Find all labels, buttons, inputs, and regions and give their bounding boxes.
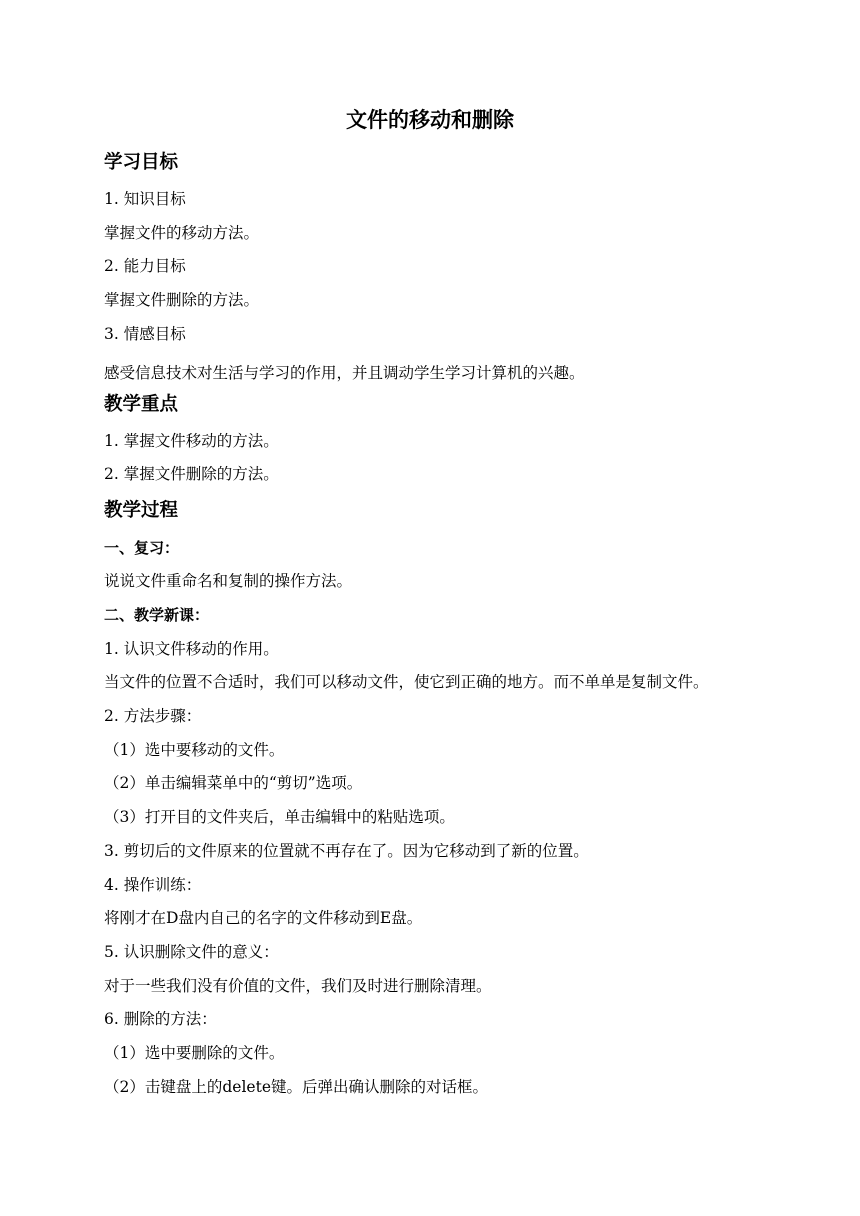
list-item-emotion-goal: 3. 情感目标 [104, 325, 186, 343]
section-heading-teaching-focus: 教学重点 [104, 394, 179, 415]
step-item: （2）击键盘上的delete键。后弹出确认删除的对话框。 [104, 1078, 488, 1096]
step-item: （3）打开目的文件夹后，单击编辑中的粘贴选项。 [104, 808, 455, 826]
paragraph: 掌握文件删除的方法。 [104, 291, 260, 309]
paragraph: 当文件的位置不合适时，我们可以移动文件，使它到正确的地方。而不单单是复制文件。 [104, 673, 709, 691]
subheading-review: 一、复习： [104, 539, 180, 557]
list-item: 6. 删除的方法： [104, 1010, 217, 1028]
list-item: 5. 认识删除文件的意义： [104, 943, 279, 961]
step-item: （1）选中要移动的文件。 [104, 741, 285, 759]
document-title: 文件的移动和删除 [346, 108, 514, 132]
paragraph: 说说文件重命名和复制的操作方法。 [104, 572, 353, 590]
step-item: （1）选中要删除的文件。 [104, 1044, 285, 1062]
list-item-knowledge-goal: 1. 知识目标 [104, 190, 186, 208]
paragraph: 对于一些我们没有价值的文件，我们及时进行删除清理。 [104, 977, 492, 995]
list-item: 2. 方法步骤： [104, 707, 202, 725]
list-item: 4. 操作训练： [104, 876, 202, 894]
list-item: 1. 认识文件移动的作用。 [104, 640, 279, 658]
subheading-new-lesson: 二、教学新课： [104, 606, 210, 624]
paragraph: 感受信息技术对生活与学习的作用，并且调动学生学习计算机的兴趣。 [104, 364, 585, 382]
step-item: （2）单击编辑菜单中的“剪切”选项。 [104, 774, 363, 792]
list-item: 2. 掌握文件删除的方法。 [104, 465, 279, 483]
list-item-ability-goal: 2. 能力目标 [104, 257, 186, 275]
section-heading-learning-goals: 学习目标 [104, 152, 179, 173]
section-heading-teaching-process: 教学过程 [104, 500, 179, 521]
paragraph: 掌握文件的移动方法。 [104, 224, 260, 242]
list-item: 3. 剪切后的文件原来的位置就不再存在了。因为它移动到了新的位置。 [104, 842, 589, 860]
list-item: 1. 掌握文件移动的方法。 [104, 432, 279, 450]
paragraph: 将刚才在D盘内自己的名字的文件移动到E盘。 [104, 909, 423, 927]
